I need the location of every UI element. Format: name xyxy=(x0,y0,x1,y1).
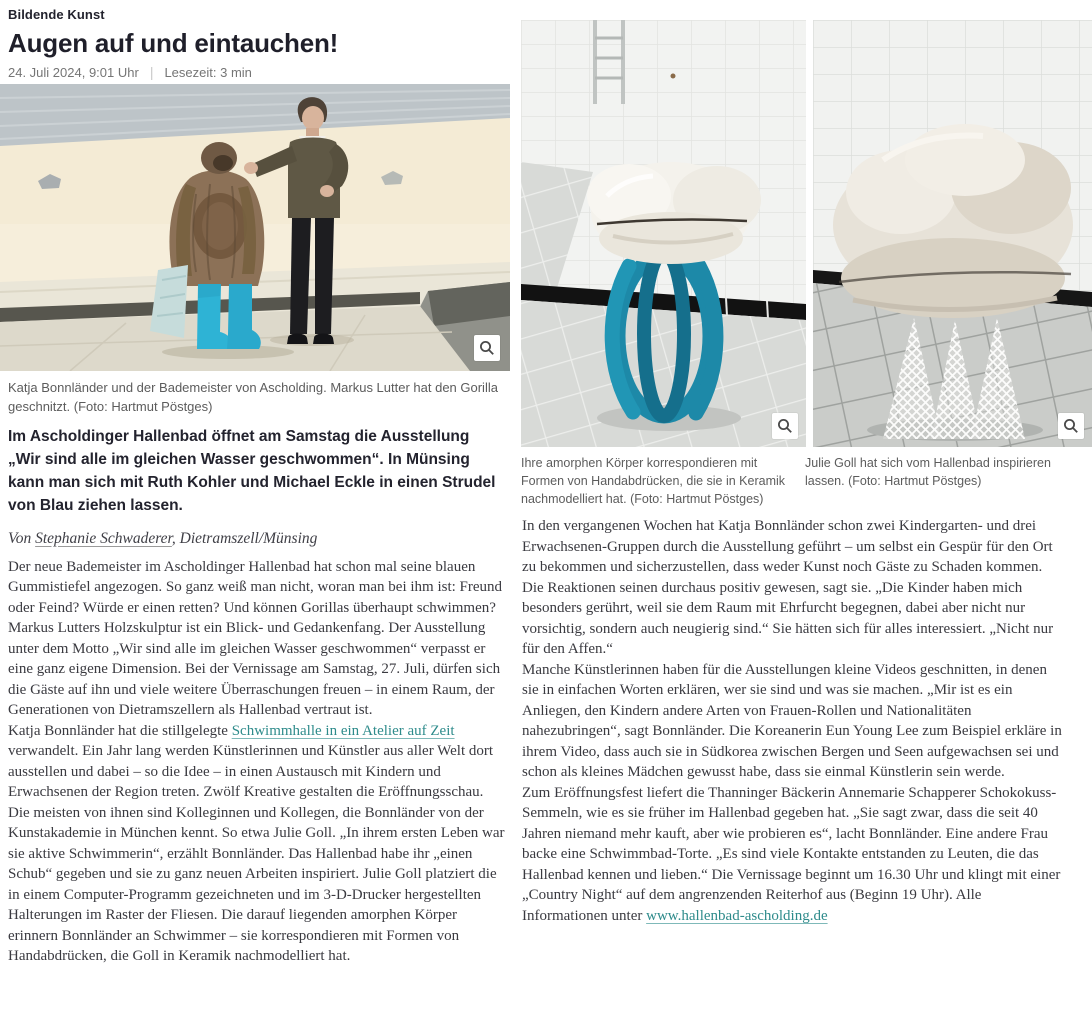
zoom-button[interactable] xyxy=(772,413,798,439)
zoom-icon xyxy=(478,339,496,357)
hero-caption: Katja Bonnländer und der Bademeister von Ascholding. Markus Lutter hat den Gorilla geschnitzt. (Foto: Hartmut Pöstges) xyxy=(8,380,498,414)
caption-row xyxy=(521,455,1092,508)
article-meta xyxy=(8,64,510,80)
byline xyxy=(8,530,502,548)
page-title: Augen auf und eintauchen! xyxy=(8,28,339,58)
meta-separator: | xyxy=(149,64,154,81)
reading-time: Lesezeit: 3 min xyxy=(164,64,252,80)
paragraph-2: Katja Bonnländer hat die stillgelegte Schwimmhalle in ein Atelier auf Zeit verwandelt. Ein Jahr lang werden Künstlerinnen und Künstler aus aller Welt dort ausstellen und dabei – so die Idee – in einen Austausch mit Kindern und Erwachsenen der Region treten. Zwölf Kreative gestalten die Eröffnungsschau. Die meisten von ihnen sind Kolleginnen und Kollegen, die Bonnländer von der Kunstakademie in München kennt. So etwa Julie Goll. „In ihrem ersten Leben war sie aktive Schwimmerin“, erzählt Bonnländer. Das Hallenbad habe ihr „einen Schub“ gegeben und sie zu ganz neuen Arbeiten inspiriert. Julie Goll platziert die in einem Computer-Programm gezeichneten und im 3-D-Drucker hergestellten Halterungen im Raster der Fliesen. Die darauf liegenden amorphen Körper erinnern Bonnländer an Schwimmer – sie korrespondieren mit Formen von Handabdrücken, die Goll in Keramik nachmodelliert hat. xyxy=(8,722,505,965)
blue-sculpture-image[interactable] xyxy=(521,20,806,447)
zoom-button[interactable] xyxy=(1058,413,1084,439)
paragraph-4: Manche Künstlerinnen haben für die Ausstellungen kleine Videos geschnitten, in denen sie in einfachen Worten erklären, wer sie sind und was sie machen. „Mir ist es ein Anliegen, den Kindern andere Arten von Frauen-Rollen und Nationalitäten nahezubringen“, sagt Bonnländer. Die Koreanerin Eun Young Lee zum Beispiel erkläre in ihrem Video, dass auch sie in Südkorea zwischen Bergen und Seen aufgewachsen sei und schon als kleines Mädchen gewusst habe, dass sie einmal Künstlerin sein werde. xyxy=(522,661,1062,781)
left-column xyxy=(0,0,510,967)
publish-date: 24. Juli 2024, 9:01 Uhr xyxy=(8,64,139,80)
zoom-button[interactable] xyxy=(474,335,500,361)
figure-blue-sculpture xyxy=(521,20,806,447)
hero-figure xyxy=(0,84,510,371)
byline-prefix: Von xyxy=(8,529,36,547)
caption-blue-sculpture: Ihre amorphen Körper korrespondieren mit Formen von Handabdrücken, die sie in Keramik nachmodelliert hat. (Foto: Hartmut Pöstges) xyxy=(521,456,786,506)
figure-mesh-sculpture xyxy=(813,20,1092,447)
paragraph-3: In den vergangenen Wochen hat Katja Bonnländer schon zwei Kindergarten- und drei Erwachsenen-Gruppen durch die Ausstellung geführt – um selbst ein Gespür für den Ort zu bekommen und sicherzustellen, dass weder Kunst noch Gäste zu Schaden kommen. Die Reaktionen seinen durchaus positiv gewesen, sagt sie. „Die Kinder haben mich besonders gerührt, weil sie dem Raum mit Ehrfurcht begegnen, dabei aber nicht nur vorsichtig, sondern auch neugierig sind.“ Sie hätten sich für alles interessiert. „Nicht nur für den Affen.“ xyxy=(522,518,1054,658)
author-link[interactable]: Stephanie Schwaderer xyxy=(35,529,172,547)
website-link[interactable]: www.hallenbad-ascholding.de xyxy=(646,907,828,924)
atelier-link[interactable]: Schwimmhalle in ein Atelier auf Zeit xyxy=(231,722,455,739)
paragraph-1: Der neue Bademeister im Ascholdinger Hallenbad hat schon mal seine blauen Gummistiefel angezogen. So ganz weiß man nicht, woran man bei ihm ist: Freund oder Feind? Würde er einen retten? Und können Gorillas überhaupt schwimmen? Markus Lutters Holzskulptur ist ein Blick- und Gedankenfang. Der Ausstellung unter dem Motto „Wir sind alle im gleichen Wasser geschwommen“ verpasst er eine ganz eigene Dimension. Bei der Vernissage am Samstag, 27. Juli, dürfen sich die Gäste auf ihn und viele weitere Überraschungen freuen – in einem Raum, der Generationen von Dietramszellern als Hallenbad vertraut ist. xyxy=(8,558,503,719)
photo-row xyxy=(521,20,1092,447)
article-intro: Im Ascholdinger Hallenbad öffnet am Samstag die Ausstellung „Wir sind alle im gleichen Wasser geschwommen“. In Münsing kann man sich mit Ruth Kohler und Michael Eckle in einen Strudel von Blau ziehen lassen. xyxy=(8,428,496,514)
paragraph-5: Zum Eröffnungsfest liefert die Thanninger Bäckerin Annemarie Schapperer Schokokuss-Semmeln, wie es sie früher im Hallenbad gegeben hat. „Sie sagt zwar, dass die seit 40 Jahren niemand mehr kauft, aber wie probieren es“, lacht Bonnländer. Eine andere Frau backe eine Schwimmbad-Torte. „Es sind viele Kontakte entstanden zu Leuten, die das Hallenbad kennen und lieben.“ Die Vernissage beginnt um 16.30 Uhr und klingt mit einer „Country Night“ auf dem angrenzenden Reiterhof aus (Beginn 19 Uhr). Alle Informationen unter www.hallenbad-ascholding.de xyxy=(522,784,1061,924)
caption-mesh-sculpture: Julie Goll hat sich vom Hallenbad inspirieren lassen. (Foto: Hartmut Pöstges) xyxy=(805,456,1051,488)
zoom-icon xyxy=(776,417,794,435)
byline-suffix: , Dietramszell/Münsing xyxy=(171,529,318,547)
article-body-right xyxy=(522,516,1067,926)
right-column xyxy=(521,0,1092,926)
zoom-icon xyxy=(1062,417,1080,435)
hero-image[interactable] xyxy=(0,84,510,371)
article-body-left xyxy=(8,557,506,967)
kicker: Bildende Kunst xyxy=(8,7,105,22)
ceramic-blob xyxy=(587,162,761,264)
mesh-sculpture-image[interactable] xyxy=(813,20,1092,447)
